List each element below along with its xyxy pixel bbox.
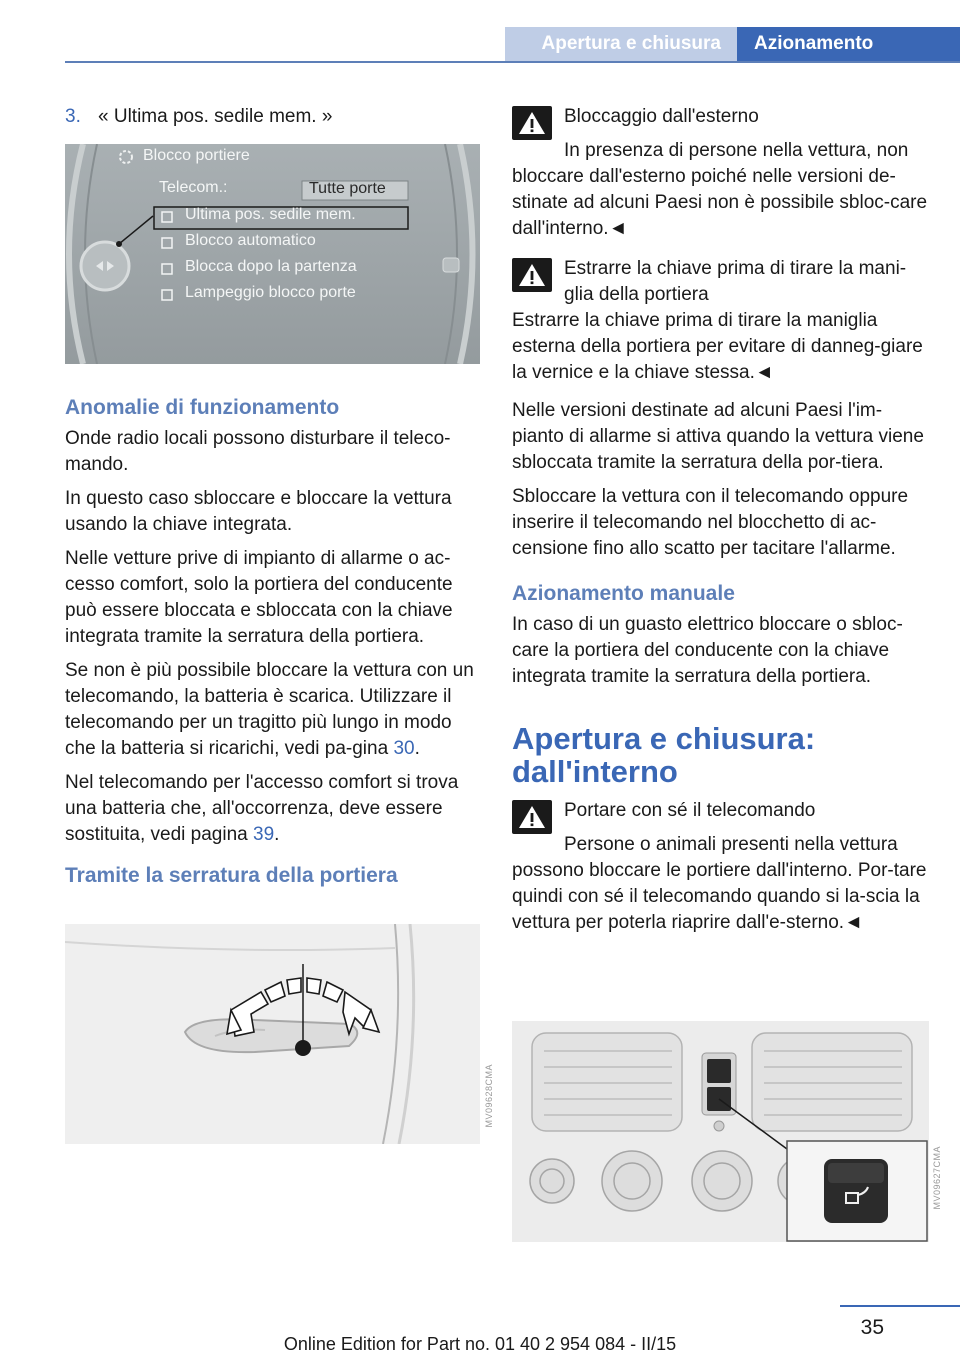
footer-rule [840, 1305, 960, 1307]
page-link-30[interactable]: 30 [393, 738, 415, 759]
paragraph-text: Se non è più possibile bloccare la vettura con un telecomando, la batteria è scarica. Utilizzare il telecomando per un tragitto più lungo in modo che la batteria si ricarichi, vedi pa-gina [65, 660, 474, 759]
warning-text: In presenza di persone nella vettura, non bloccare dall'esterno poiché nelle versioni de-stinate ad alcuni Paesi non è possibile sbloc-care dall'interno.◄ [512, 140, 928, 239]
left-column-body [65, 394, 481, 894]
screen-option: Lampeggio blocco porte [185, 284, 356, 301]
warning-block [512, 104, 928, 140]
screen-title: Blocco portiere [143, 147, 250, 164]
warning-title: Estrarre la chiave prima di tirare la mani-glia della portiera [564, 258, 907, 305]
screen-telecom-value: Tutte porte [309, 180, 386, 197]
warning-icon [512, 258, 552, 292]
right-column [512, 104, 928, 944]
idrive-screen-figure [65, 144, 480, 364]
warning-title: Bloccaggio dall'esterno [564, 106, 759, 127]
screen-option: Ultima pos. sedile mem. [185, 206, 356, 223]
paragraph: In questo caso sbloccare e bloccare la vettura usando la chiave integrata. [65, 488, 452, 535]
header-section-tab[interactable]: Apertura e chiusura [505, 27, 737, 61]
warning-block [512, 798, 928, 834]
warning-icon [512, 106, 552, 140]
step-3 [65, 104, 481, 130]
paragraph [65, 770, 481, 848]
punctuation: . [414, 738, 420, 759]
page-number: 35 [860, 1316, 884, 1339]
warning-icon [512, 800, 552, 834]
door-lock-figure [65, 924, 480, 1144]
warning-text: Persone o animali presenti nella vettura possono bloccare le portiere dall'interno. Por-tare quindi con sé il telecomando quando si la-scia la vettura per poterla riaprire dall'e-sterno.◄ [512, 834, 927, 933]
warning-block [512, 256, 928, 308]
left-column-top [65, 104, 481, 130]
paragraph: In caso di un guasto elettrico bloccare o sbloc-care la portiera del conducente con la chiave integrata tramite la serratura della portiera. [512, 614, 903, 687]
screen-option: Blocca dopo la partenza [185, 258, 357, 275]
punctuation: . [274, 824, 280, 845]
figure-code: MV09627CMA [932, 1146, 942, 1210]
warning-title: Portare con sé il telecomando [564, 800, 816, 821]
warning-text: Estrarre la chiave prima di tirare la maniglia esterna della portiera per evitare di danneg-giare la vernice e la chiave stessa.◄ [512, 310, 923, 383]
paragraph-text: Nel telecomando per l'accesso comfort si trova una batteria che, all'occorrenza, deve essere sostituita, vedi pagina [65, 772, 459, 845]
heading-apertura-interno: Apertura e chiusura: dall'interno [512, 721, 816, 789]
door-lock-graphic [65, 924, 480, 1144]
header-chapter-tab[interactable]: Azionamento [737, 27, 960, 61]
console-graphic [512, 1021, 929, 1242]
screen-telecom-label: Telecom.: [159, 179, 228, 196]
paragraph: Nelle versioni destinate ad alcuni Paesi l'im-pianto di allarme si attiva quando la vettura viene sbloccata tramite la serratura della por-tiera. [512, 400, 924, 473]
paragraph: Nelle vetture prive di impianto di allarme o ac-cesso comfort, solo la portiera del conducente può essere bloccata e sbloccata con la chiave integrata tramite la serratura della portiera. [65, 548, 453, 647]
heading-azionamento-manuale: Azionamento manuale [512, 582, 735, 605]
step-text: « Ultima pos. sedile mem. » [98, 106, 333, 127]
paragraph [65, 658, 481, 762]
idrive-screen-graphic [65, 144, 480, 364]
heading-anomalie: Anomalie di funzionamento [65, 396, 340, 419]
heading-serratura: Tramite la serratura della portiera [65, 864, 398, 887]
screen-option: Blocco automatico [185, 232, 316, 249]
console-lock-button-figure [512, 1021, 929, 1242]
header-rule [65, 61, 960, 63]
paragraph: Sbloccare la vettura con il telecomando oppure inserire il telecomando nel blocchetto di ac-censione fino allo scatto per tacitare l'allarme. [512, 486, 909, 559]
step-number: 3. [65, 106, 81, 127]
figure-code: MV09628CMA [484, 1064, 494, 1128]
edition-note: Online Edition for Part no. 01 40 2 954 084 - II/15 [283, 1334, 677, 1354]
paragraph: Onde radio locali possono disturbare il teleco-mando. [65, 428, 451, 475]
page-link-39[interactable]: 39 [253, 824, 275, 845]
